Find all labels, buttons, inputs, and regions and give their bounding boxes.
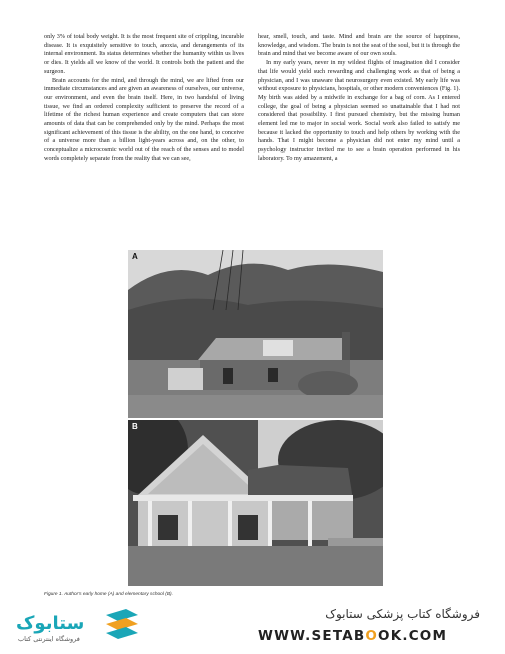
left-text-column [44, 33, 244, 164]
url-suffix: OK.COM [378, 628, 448, 644]
photo-early-home [128, 250, 383, 418]
right-text-column [258, 33, 460, 164]
url-accent-letter: O [365, 628, 379, 644]
photo-label-a: A [132, 252, 138, 261]
paragraph: Brain accounts for the mind, and through the mind, we are lifted from our immediate circumstances and are given an awareness of ourselves, our universe, our environment, and even the brain itself. Here, in two handsful of living tissue, we find an ordered complexity sufficient to preserve the record of a lifetime of the richest human experience and create computers that can store amounts of data that can be comprehended only by the mind. Perhaps the most significant achievement of this tissue is the ability, on the one hand, to conceive of a universe more than a billion light-years across and, on the other, to conceptualize a microcosmic world out of the reach of the senses and to model words completely separate from the reality that we can see, [44, 76, 244, 162]
logo-text: ستابوک [16, 613, 85, 634]
school-photo-illustration [128, 420, 383, 586]
house-photo-illustration [128, 250, 383, 418]
photo-elementary-school [128, 420, 383, 586]
store-name: فروشگاه کتاب پزشکی ستابوک [325, 607, 480, 621]
logo-subtitle: فروشگاه اینترنتی کتاب [18, 635, 80, 643]
paragraph: In my early years, never in my wildest flights of imagination did I consider that life would yield such rewarding and challenging work as that of being a physician, and I was unaware that neurosurgery even existed. My early life was without exposure to physicians, hospitals, or other modern conveniences (Fig. 1). My birth was aided by a midwife in exchange for a bag of corn. As I entered college, the goal of being a physician seemed so unattainable that I had not considered that possibility. I first pursued chemistry, but the missing human element led me to major in social work. Social work also failed to satisfy me because it lacked the opportunity to touch and help others by working with the hands. That I might become a physician did not enter my mind until a psychology instructor invited me to see a brain operation performed in his laboratory. To my amazement, a [258, 59, 460, 162]
paragraph: only 3% of total body weight. It is the most frequent site of crippling, incurable disease. It is exquisitely sensitive to touch, anoxia, and derangements of its internal environment. Its status determines whether the humanity within us lives or dies. It yields all we know of the world. It controls both the patient and the surgeon. [44, 33, 244, 75]
setabook-logo [14, 607, 142, 645]
figure-caption: Figure 1. Author's early home (A) and elementary school (B). [44, 592, 173, 597]
store-url-link[interactable] [258, 628, 447, 644]
url-prefix: WWW.SETAB [258, 628, 366, 644]
stacked-books-icon [106, 609, 138, 639]
photo-label-b: B [132, 422, 138, 431]
paragraph: hear, smell, touch, and taste. Mind and brain are the source of happiness, knowledge, and wisdom. The brain is not the seat of the soul, but it is through the brain and mind that we become aware of our own souls. [258, 33, 460, 58]
